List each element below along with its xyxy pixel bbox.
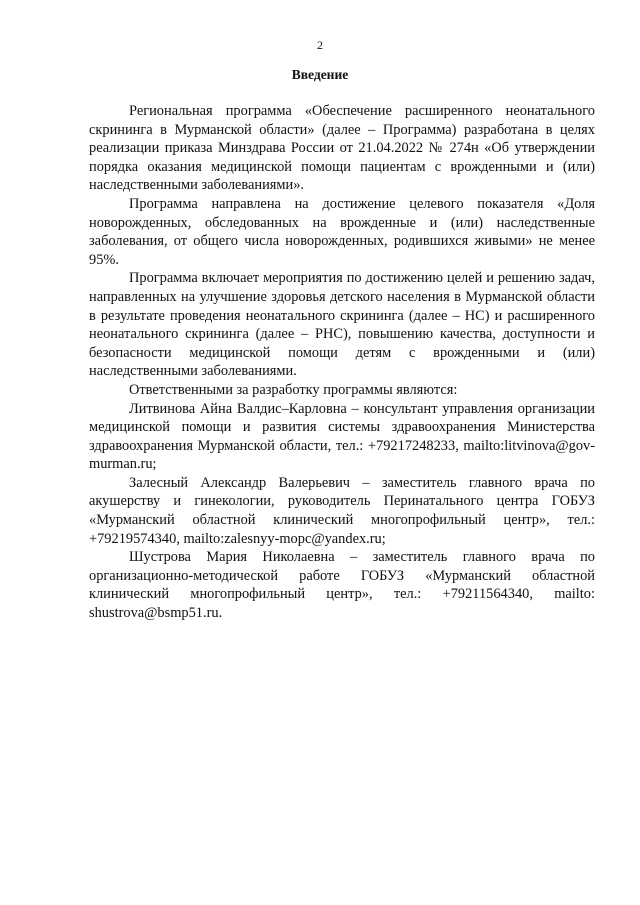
section-heading: Введение	[291, 67, 349, 82]
paragraph-target-indicator: Программа направлена на достижение целевого показателя «Доля новорожденных, обследованных на врожденные и (или) наследственные заболевания, от общего числа новорожденных, родившихся живыми» не менее 95%.	[89, 195, 595, 268]
paragraph-responsible-zalesnyy: Залесный Александр Валерьевич – заместитель главного врача по акушерству и гинекологии, руководитель Перинатального центра ГОБУЗ «Мурманский областной клинический многопрофильный центр», тел.: +79219574340, mailto:zalesnyy-mopc@yandex.ru;	[89, 474, 595, 547]
document-body	[89, 102, 595, 623]
page-number: 2	[317, 38, 323, 52]
paragraph-responsible-shustrova: Шустрова Мария Николаевна – заместитель главного врача по организационно-методической работе ГОБУЗ «Мурманский областной клинический многопрофильный центр», тел.: +79211564340, mailto: shustrova@bsmp51.ru.	[89, 549, 595, 622]
paragraph-program-measures: Программа включает мероприятия по достижению целей и решению задач, направленных на улучшение здоровья детского населения в Мурманской области в результате проведения неонатального скрининга (далее – НС) и расширенного неонатального скрининга (далее – РНС), повышению качества, доступности и безопасности медицинской помощи детям с врожденными и (или) наследственными заболеваниями.	[89, 270, 595, 380]
paragraph-responsible-litvinova: Литвинова Айна Валдис–Карловна – консультант управления организации медицинской помощи и развития системы здравоохранения Министерства здравоохранения Мурманской области, тел.: +79217248233, mailto:litvinova@gov-murman.ru;	[89, 400, 595, 473]
paragraph-responsible-intro: Ответственными за разработку программы являются:	[129, 381, 458, 398]
paragraph-program-purpose: Региональная программа «Обеспечение расширенного неонатального скрининга в Мурманской области» (далее – Программа) разработана в целях реализации приказа Минздрава России от 21.04.2022 № 274н «Об утверждении порядка оказания медицинской помощи пациентам с врожденными и (или) наследственными заболеваниями».	[89, 103, 595, 194]
